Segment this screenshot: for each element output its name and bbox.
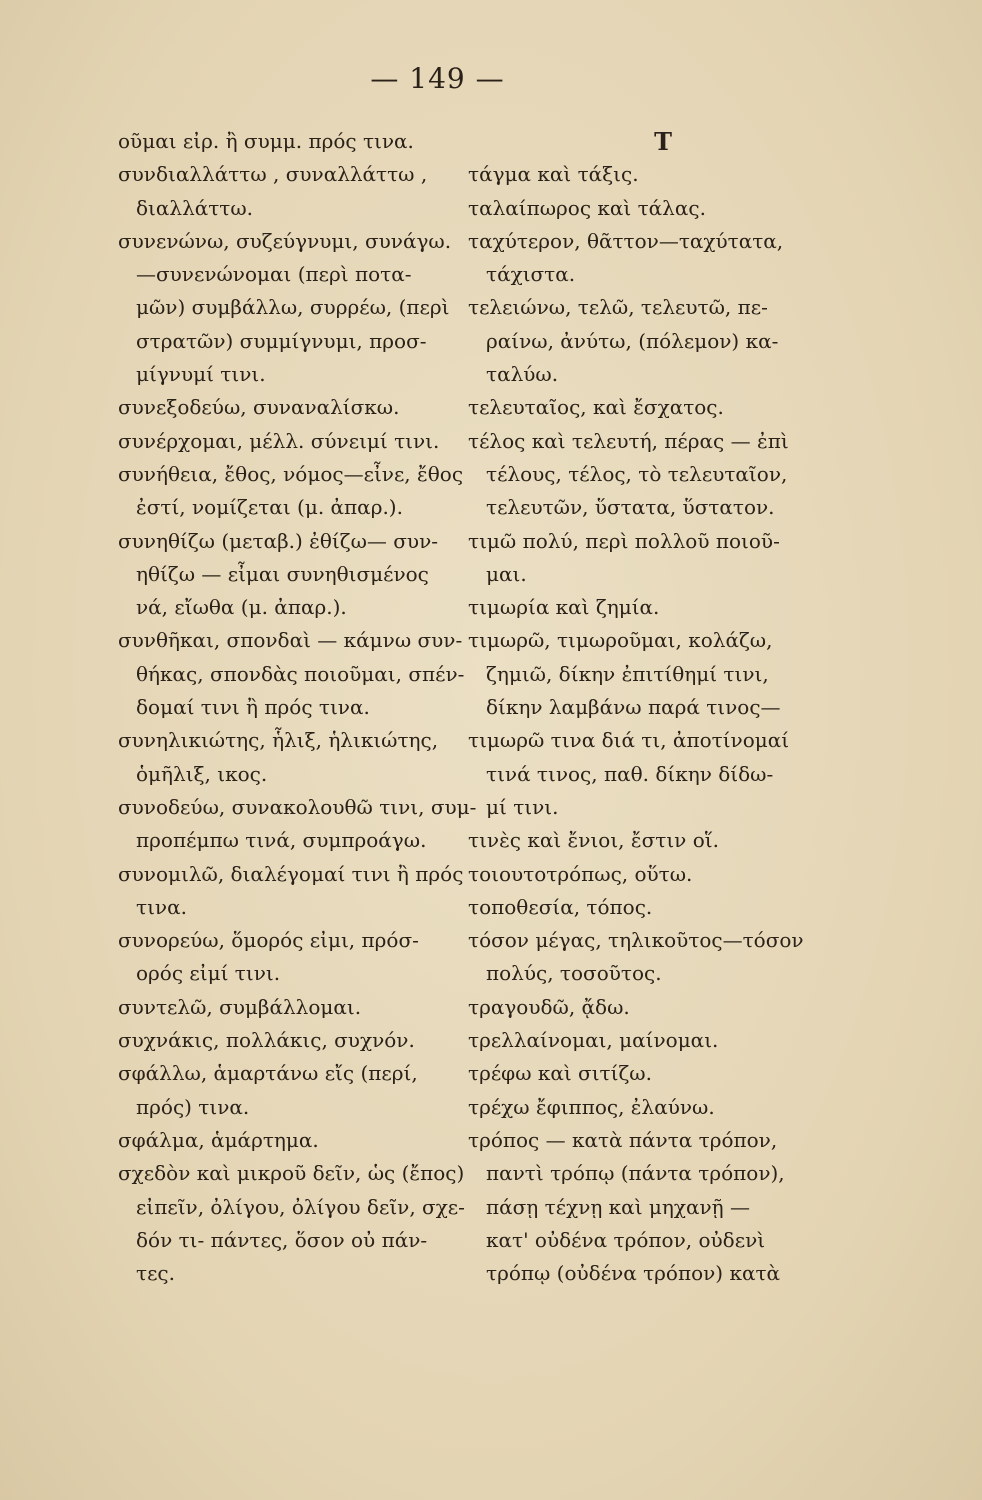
entry-line: ηθίζω — εἶμαι συνηθισμένος [136,561,429,586]
entry-line: τέλος καὶ τελευτή, πέρας — ἐπὶ [468,428,789,453]
entry-line: ραίνω, ἀνύτω, (πόλεμον) κα- [486,328,779,353]
entry-line: συνενώνω, συζεύγνυμι, συνάγω. [118,228,452,253]
entry-line: συντελῶ, συμβάλλομαι. [118,994,362,1019]
entry-line: μῶν) συμβάλλω, συρρέω, (περὶ [136,295,450,320]
entry-line: συνοδεύω, συνακολουθῶ τινι, συμ- [118,794,477,819]
entry-line: κατ' οὐδένα τρόπον, οὐδενὶ [486,1227,766,1252]
entry-line: συνηθίζω (μεταβ.) ἐθίζω— συν- [118,528,438,553]
section-letter: T [654,127,672,156]
entry-line: στρατῶν) συμμίγνυμι, προσ- [136,328,427,353]
page-number: — 149 — [370,62,505,95]
entry-line: δόν τι- πάντες, ὅσον οὐ πάν- [136,1227,428,1252]
entry-line: μί τινι. [486,794,559,819]
entry-line: ὁμῆλιξ, ικος. [136,761,268,786]
entry-line: συνορεύω, ὅμορός εἰμι, πρόσ- [118,928,419,953]
entry-line: τοιουτοτρόπως, οὕτω. [468,861,693,886]
entry-line: συχνάκις, πολλάκις, συχνόν. [118,1028,415,1053]
entry-line: —συνενώνομαι (περὶ ποτα- [136,262,412,287]
entry-line: τραγουδῶ, ᾄδω. [468,994,630,1019]
entry-line: σχεδὸν καὶ μικροῦ δεῖν, ὡς (ἔπος) [118,1161,465,1186]
entry-line: σφάλμα, ἁμάρτημα. [118,1127,319,1152]
entry-line: τρελλαίνομαι, μαίνομαι. [468,1028,719,1053]
entry-line: τελειώνω, τελῶ, τελευτῶ, πε- [468,295,768,320]
entry-line: ταλύω. [486,362,559,387]
entry-line: τάχιστα. [486,262,576,287]
right-column [468,125,848,1290]
entry-line: μίγνυμί τινι. [136,362,266,387]
entry-line: πολύς, τοσοῦτος. [486,961,662,986]
entry-line: τρόπῳ (οὐδένα τρόπον) κατὰ [486,1261,781,1286]
entry-line: τιμωρῶ τινα διά τι, ἀποτίνομαί [468,728,790,753]
entry-line: ἐστί, νομίζεται (μ. ἀπαρ.). [136,495,403,520]
entry-line: θήκας, σπονδὰς ποιοῦμαι, σπέν- [136,661,465,686]
entry-line: νά, εἴωθα (μ. ἀπαρ.). [136,595,347,620]
entry-line: τιμωρία καὶ ζημία. [468,595,660,620]
entry-line: τινὲς καὶ ἔνιοι, ἔστιν οἵ. [468,828,719,853]
entry-line: μαι. [486,561,527,586]
entry-line: προπέμπω τινά, συμπροάγω. [136,828,427,853]
entry-line: τόσον μέγας, τηλικοῦτος—τόσον [468,928,804,953]
entry-line: οῦμαι εἰρ. ἢ συμμ. πρός τινα. [118,129,414,153]
entry-line: δίκην λαμβάνω παρά τινος— [486,695,781,720]
entry-line: συνθῆκαι, σπονδαὶ — κάμνω συν- [118,628,463,653]
entry-line: τρέφω καὶ σιτίζω. [468,1061,652,1086]
entry-line: τοποθεσία, τόπος. [468,894,653,919]
entry-line: ορός εἰμί τινι. [136,961,281,986]
entry-line: τάγμα καὶ τάξις. [468,162,639,187]
entry-line: τελευταῖος, καὶ ἔσχατος. [468,395,724,420]
right-column-entries [468,158,848,1290]
entry-line: συνέρχομαι, μέλλ. σύνειμί τινι. [118,428,440,453]
entry-line: τρέχω ἔφιππος, ἐλαύνω. [468,1094,715,1119]
entry-line: συνδιαλλάττω , συναλλάττω , [118,162,428,187]
entry-line: ταλαίπωρος καὶ τάλας. [468,195,706,220]
entry-line: τελευτῶν, ὕστατα, ὕστατον. [486,495,775,520]
entry-line: σφάλλω, ἁμαρτάνω εἴς (περί, [118,1061,418,1086]
entry-line: συνεξοδεύω, συναναλίσκω. [118,395,400,420]
entry-line: πάσῃ τέχνῃ καὶ μηχανῇ — [486,1194,750,1219]
entry-line: πρός) τινα. [136,1094,250,1119]
entry-line: τινά τινος, παθ. δίκην δίδω- [486,761,774,786]
entry-line: διαλλάττω. [136,195,254,220]
entry-line: συνήθεια, ἔθος, νόμος—εἶνε, ἔθος [118,461,464,486]
entry-line: εἰπεῖν, ὀλίγου, ὀλίγου δεῖν, σχε- [136,1194,465,1219]
entry-line: ταχύτερον, θᾶττον—ταχύτατα, [468,228,784,253]
entry-line: συνομιλῶ, διαλέγομαί τινι ἢ πρός [118,861,464,886]
entry-line: συνηλικιώτης, ἧλιξ, ἡλικιώτης, [118,728,439,753]
entry-line: τιμῶ πολύ, περὶ πολλοῦ ποιοῦ- [468,528,780,553]
left-column [118,125,477,1290]
entry-line: παντὶ τρόπῳ (πάντα τρόπον), [486,1161,785,1186]
entry-line: τέλους, τέλος, τὸ τελευταῖον, [486,461,788,486]
entry-line: δομαί τινι ἢ πρός τινα. [136,695,370,720]
entry-line: τινα. [136,894,187,919]
entry-line: τες. [136,1261,175,1286]
entry-line: τρόπος — κατὰ πάντα τρόπον, [468,1127,778,1152]
entry-line: ζημιῶ, δίκην ἐπιτίθημί τινι, [486,661,769,686]
entry-line: τιμωρῶ, τιμωροῦμαι, κολάζω, [468,628,773,653]
